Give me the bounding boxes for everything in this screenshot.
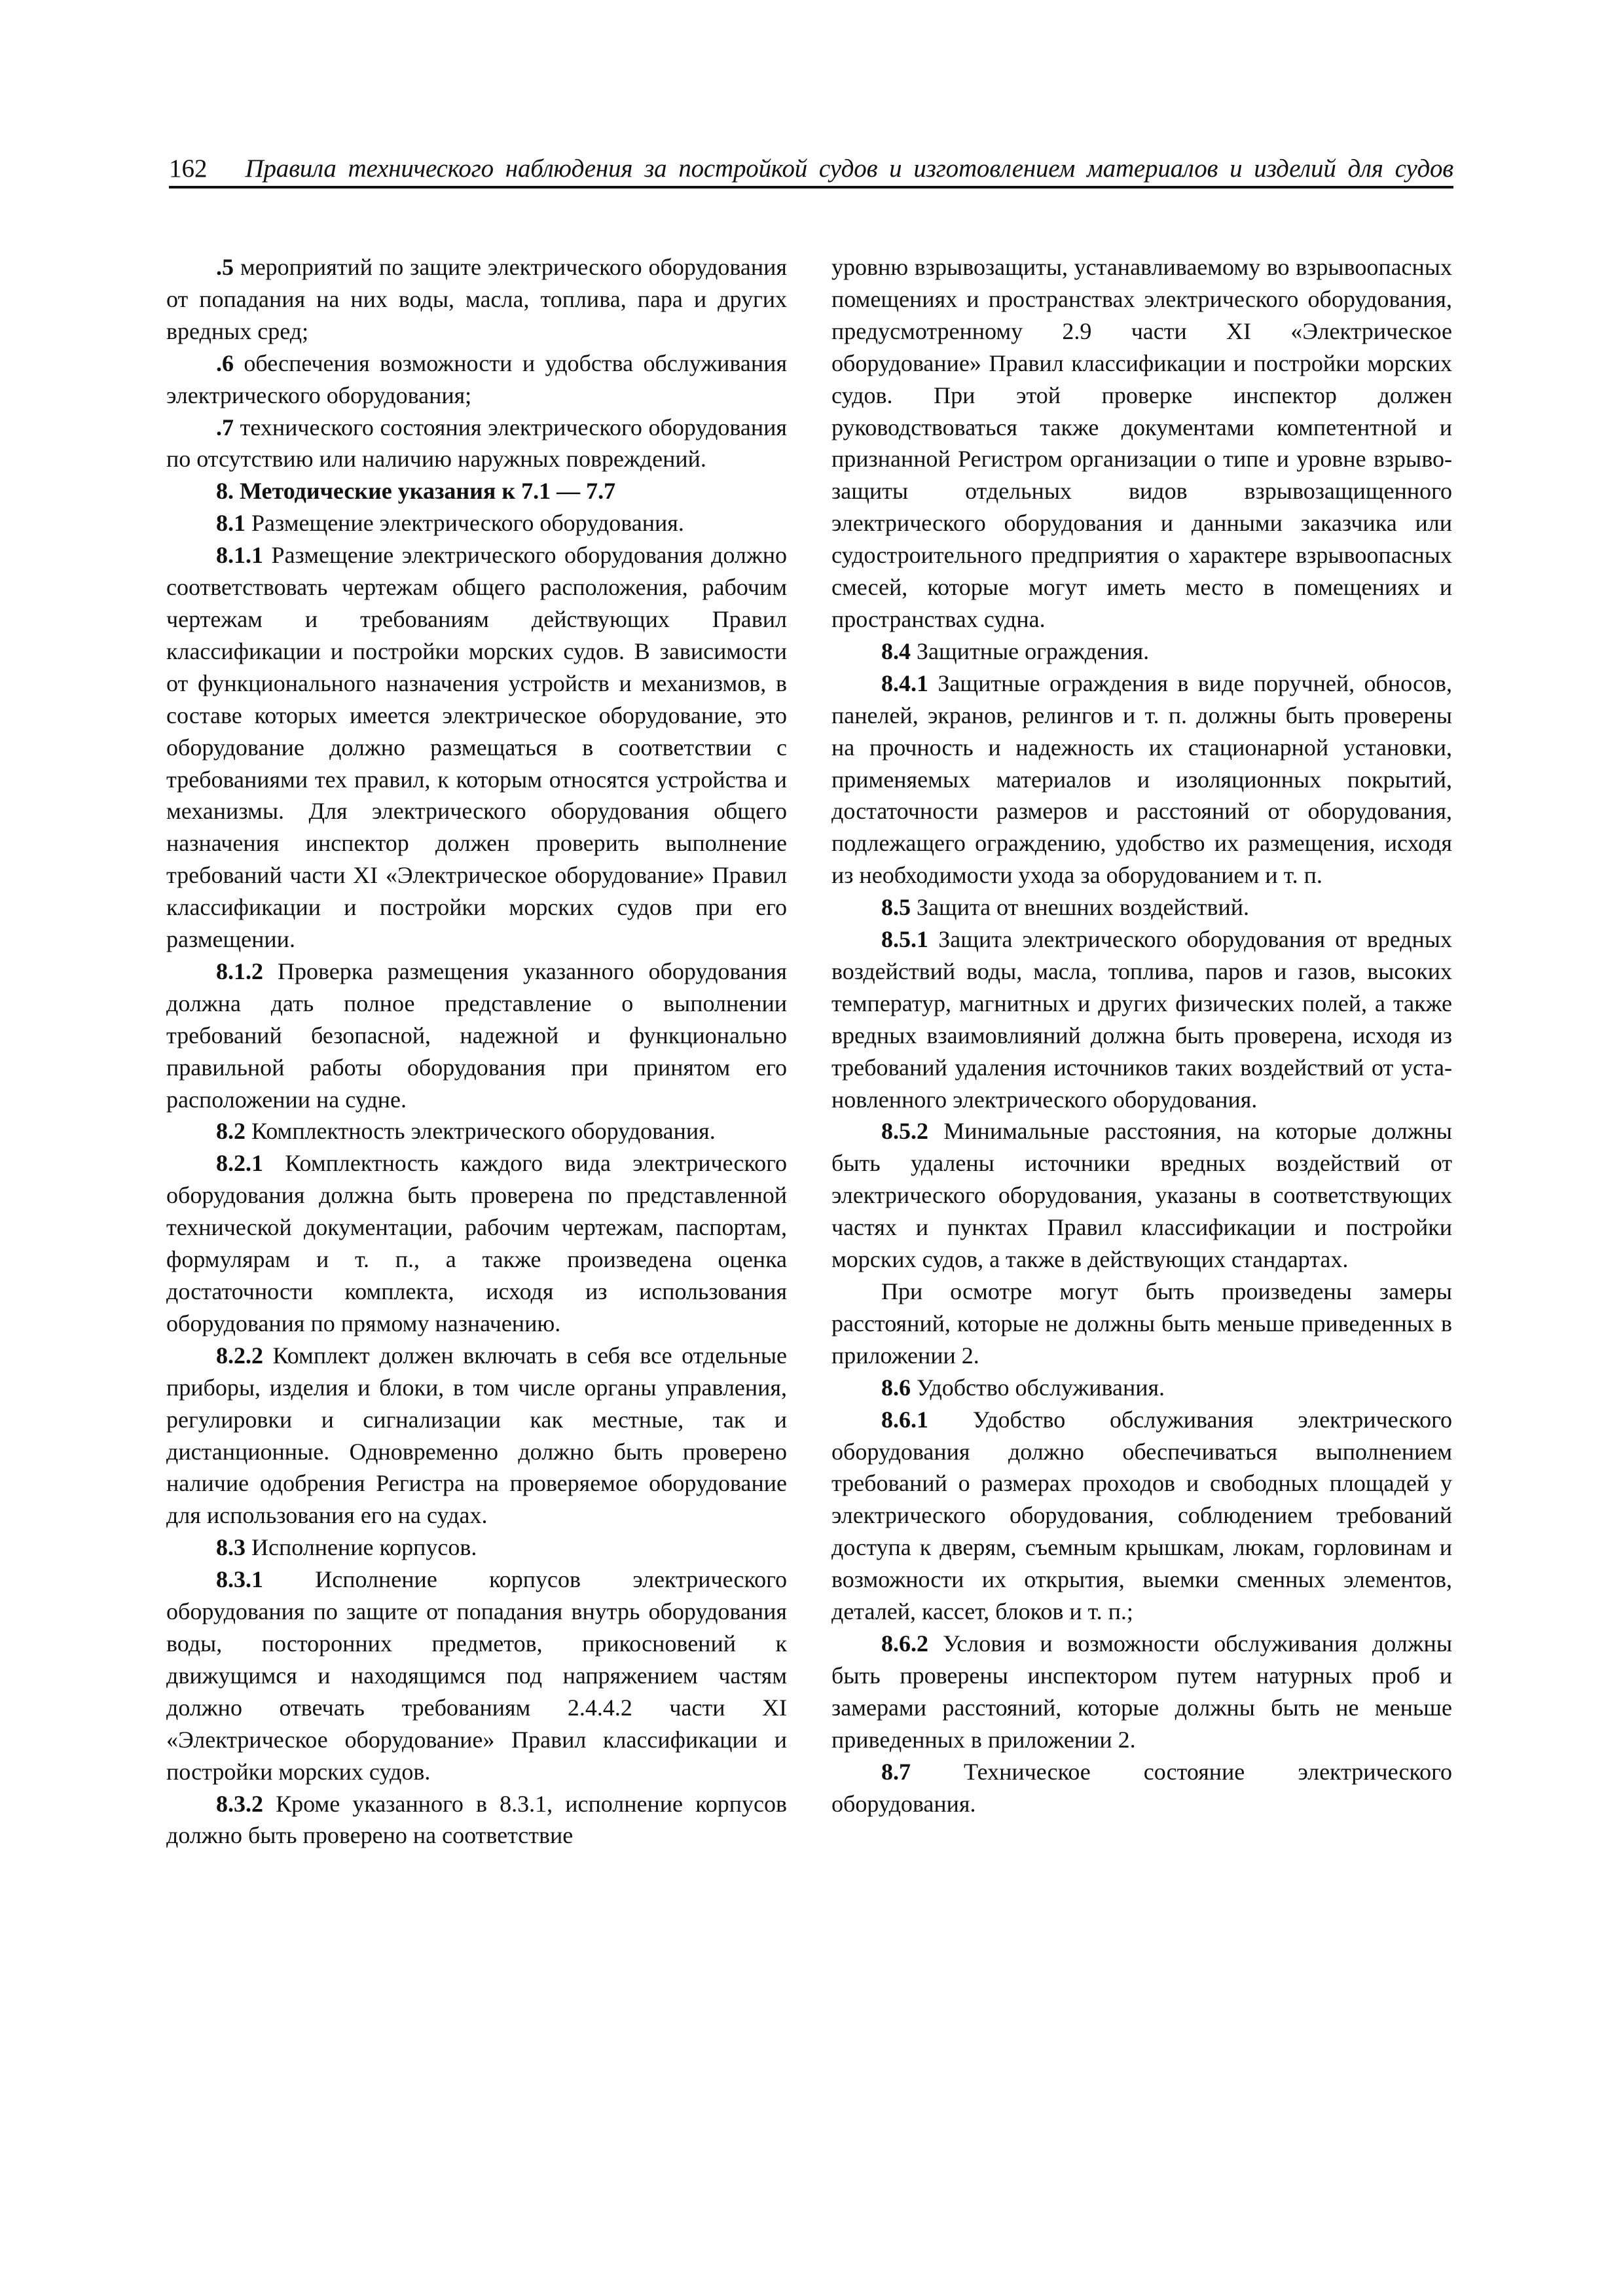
paragraph [831,668,1452,891]
page-header [169,143,1453,188]
clause-number: 8.3 [216,1534,246,1561]
paragraph [166,1147,787,1339]
paragraph-text: Защитные ограждения. [911,637,1150,664]
paragraph-text: Техническое состояние электрического оборудования. [831,1758,1452,1817]
section-heading [166,475,787,507]
clause-number: 8.3.2 [216,1790,263,1817]
paragraph [831,1756,1452,1820]
paragraph-text: Комплект должен включать в себя все отдельные приборы, изделия и блоки, в том числе органы управления, регулировки и сигнализации как местные, так и дистанционные. Одновременно должно быть проверено наличие одобрения Регистра на проверяемое оборудование для использования его на судах. [166,1342,787,1529]
clause-number: 8.6.1 [881,1406,928,1433]
clause-number: 8.2 [216,1118,246,1145]
paragraph [831,1372,1452,1404]
paragraph-text: технического состояния электрического оборудования по отсутствию или наличию наружных повреждений. [166,414,787,473]
clause-number: .6 [216,350,234,376]
clause-number: 8.6.2 [881,1630,928,1657]
clause-number: 8.5 [881,894,911,921]
paragraph [831,1276,1452,1372]
clause-number: 8.5.1 [881,926,928,953]
clause-number: 8.3.1 [216,1566,263,1593]
paragraph-text: Исполнение корпусов электрического оборудования по защите от попадания внутрь оборудования воды, посторонних предметов, прикосновений к движущимся и находящимся под напряжением частям должно отвечать требованиям 2.4.4.2 части XI «Электрическое оборудование» Правил классификации и постройки морских судов. [166,1566,787,1785]
paragraph [831,924,1452,1115]
clause-number: 8.5.2 [881,1118,928,1145]
paragraph [166,1532,787,1564]
paragraph-text: При осмотре могут быть произведены замеры расстояний, которые не должны быть меньше приведенных в приложении 2. [831,1278,1452,1369]
paragraph [831,1404,1452,1628]
clause-number: 8.7 [881,1758,911,1785]
paragraph-text: Комплектность каждого вида электрического оборудования должна быть проверена по представленной технической документации, рабочим чертежам, паспортам, формулярам и т. п., а также произведена оценка достаточности комплекта, исходя из использования оборудования по прямому назначению. [166,1150,787,1336]
clause-number: .7 [216,414,234,440]
page-number: 162 [169,154,208,183]
paragraph-text: Размещение электрического оборудования. [246,510,684,537]
clause-number: 8.4.1 [881,670,928,696]
paragraph-text: Удобство обслуживания. [911,1374,1165,1401]
paragraph [831,636,1452,668]
paragraph-text: Минимальные расстояния, на которые должны быть удалены источники вредных воздействий от электрического оборудования, указаны в соответствующих частях и пунктах Правил классификации и постройки морских судов, а также в действующих стандартах. [831,1118,1452,1273]
paragraph [166,251,787,348]
paragraph-text: уровню взрывозащиты, устанавливаемому во взрывоопасных помещениях и пространствах электрического оборудования, предусмотренному 2.9 части XI «Электрическое оборудование» Правил классификации и постройки морских судов. При этой проверке инспектор должен руководствоваться также документами компетентной и признанной Регистром организации о типе и уровне взрывозащиты отдельных видов взрывозащищенного электрического оборудования и данными заказчика или судостроительного предприятия о характере взрывоопасных смесей, которые могут иметь место в помещениях и пространствах судна. [831,254,1452,632]
clause-number: 8.2.2 [216,1342,263,1369]
paragraph [166,1788,787,1852]
paragraph-text: обеспечения возможности и удобства обслуживания электрического оборудования; [166,350,787,408]
clause-number: 8.2.1 [216,1150,263,1177]
clause-number: 8.4 [881,637,911,664]
right-column [831,251,1452,1820]
paragraph-text: Комплектность электрического оборудования. [246,1118,716,1145]
paragraph [166,1340,787,1532]
paragraph [166,539,787,956]
paragraph [166,1115,787,1147]
paragraph-text: Размещение электрического оборудования должно соответствовать чертежам общего расположения, рабочим чертежам и требованиям действующих Правил классификации и постройки морских судов. В зависимости от функционального назначения устройств и механизмов, в составе которых имеется электрическое оборудование, это оборудование должно размещаться в соответствии с требованиями тех правил, к которым относятся устройства и механизмы. Для электрического оборудования общего назначения инспектор должен проверить выполнение требований части XI «Электрическое оборудование» Правил классификации и постройки морских судов при его размещении. [166,542,787,953]
paragraph-text: Кроме указанного в 8.3.1, исполнение корпусов должно быть проверено на соответствие [166,1790,787,1849]
paragraph [831,891,1452,924]
paragraph [166,507,787,539]
paragraph [166,1564,787,1787]
clause-number: 8.6 [881,1374,911,1401]
paragraph-text: мероприятий по защите электрического оборудования от попадания на них воды, масла, топлива, пара и других вредных сред; [166,254,787,344]
paragraph [831,1628,1452,1756]
clause-number: 8.1.2 [216,958,263,984]
paragraph-text: Защита электрического оборудования от вредных воздействий воды, масла, топлива, паров и газов, высоких температур, магнитных и других физических полей, а также вредных взаимовлияний должна быть проверена, исходя из требований удаления источников таких воздействий от установленного электрического оборудования. [831,926,1452,1113]
paragraph-text: Проверка размещения указанного оборудования должна дать полное представление о выполнении требований безопасной, надежной и функционально правильной работы оборудования при принятом его расположении на судне. [166,958,787,1113]
paragraph-text: Защитные ограждения в виде поручней, обносов, панелей, экранов, релингов и т. п. должны быть проверены на прочность и надежность их стационарной установки, применяемых материалов и изоляционных покрытий, достаточности размеров и расстояний от оборудования, подлежащего ограждению, удобство их размещения, исходя из необходимости ухода за оборудованием и т. п. [831,670,1452,889]
paragraph-text: Условия и возможности обслуживания должны быть проверены инспектором путем натурных проб и замерами расстояний, которые должны быть не меньше приведенных в приложении 2. [831,1630,1452,1753]
section-heading-text: 8. Методические указания к 7.1 — 7.7 [216,478,616,505]
paragraph-text: Защита от внешних воздействий. [911,894,1250,921]
clause-number: 8.1 [216,510,246,537]
paragraph [166,412,787,476]
paragraph [166,348,787,412]
paragraph-text: Исполнение корпусов. [246,1534,477,1561]
paragraph [831,1115,1452,1276]
clause-number: .5 [216,254,234,280]
paragraph [166,956,787,1116]
left-column [166,251,787,1852]
clause-number: 8.1.1 [216,542,263,569]
running-title: Правила технического наблюдения за постройкой судов и изготовлением материалов и изделий для судов [245,154,1453,183]
paragraph-text: Удобство обслуживания электрического оборудования должно обеспечиваться выполнением требований о размерах проходов и свободных площадей у электрического оборудования, соблюдением требований доступа к дверям, съемным крышкам, люкам, горловинам и возможности их открытия, выемки сменных элементов, деталей, кассет, блоков и т. п.; [831,1406,1452,1625]
paragraph-continuation [831,251,1452,636]
